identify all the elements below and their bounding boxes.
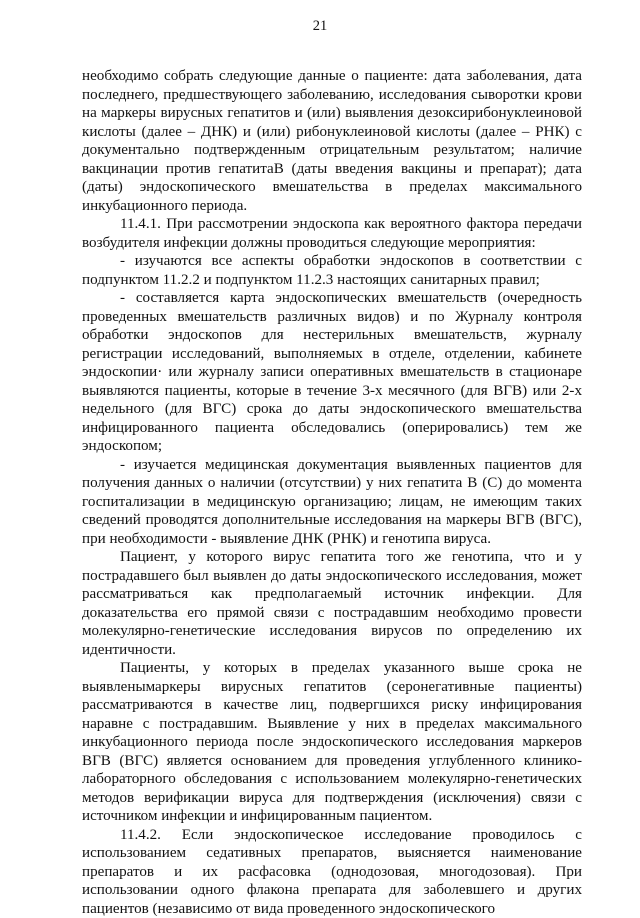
paragraph-source-patient: Пациент, у которого вирус гепатита того же генотипа, что и у пострадавшего был выявлен до даты эндоскопического исследования, может рассматриваться как предполагаемый источник инфекции. Для доказательства его прямой связи с пострадавшим необходимо провести молекулярно-генетические исследования вирусов по определению их идентичности. (82, 548, 582, 659)
paragraph-11-4-1: 11.4.1. При рассмотрении эндоскопа как вероятного фактора передачи возбудителя инфекции должны проводиться следующие мероприятия: (82, 215, 582, 252)
paragraph-seronegative-patients: Пациенты, у которых в пределах указанного выше срока не выявленымаркеры вирусных гепатитов (серонегативные пациенты) рассматриваются в качестве лиц, подвергшихся риску инфицирования наравне с пострадавшим. Выявление у них в пределах максимального инкубационного периода после эндоскопического исследования маркеров ВГВ (ВГС) является основанием для проведения углубленного клинико-лабораторного обследования с использованием молекулярно-генетических методов верификации вируса для подтверждения (исключения) связи с источником инфекции и инфицированным пациентом. (82, 659, 582, 826)
body-text (82, 67, 582, 918)
paragraph-patient-data: необходимо собрать следующие данные о пациенте: дата заболевания, дата последнего, предшествующего заболеванию, исследования сыворотки крови на маркеры вирусных гепатитов и (или) выявления дезоксирибонуклеиновой кислоты (далее – ДНК) и (или) рибонуклеиновой кислоты (далее – РНК) с документально подтвержденным отрицательным результатом; наличие вакцинации против гепатитаВ (даты введения вакцины и препарат); дата (даты) эндоскопического вмешательства в пределах максимального инкубационного периода. (82, 67, 582, 215)
page-number: 21 (0, 18, 640, 35)
paragraph-11-4-2: 11.4.2. Если эндоскопическое исследование проводилось с использованием седативных препаратов, выясняется наименование препаратов и их расфасовка (однодозовая, многодозовая). При использовании одного флакона препарата для заболевшего и других пациентов (независимо от вида проведенного эндоскопического (82, 826, 582, 918)
list-item-intervention-map: - составляется карта эндоскопических вмешательств (очередность проведенных вмешательств различных видов) и по Журналу контроля обработки эндоскопов для нестерильных вмешательств, журналу регистрации исследований, выполняемых в отделе, отделении, кабинете эндоскопии· или журналу записи оперативных вмешательств в стационаре выявляются пациенты, которые в течение 3-х месячного (для ВГВ) или 2-х недельного (для ВГС) срока до даты эндоскопического вмешательства инфицированного пациента обследовались (оперировались) тем же эндоскопом; (82, 289, 582, 456)
list-item-processing-aspects: - изучаются все аспекты обработки эндоскопов в соответствии с подпунктом 11.2.2 и подпунктом 11.2.3 настоящих санитарных правил; (82, 252, 582, 289)
list-item-medical-records: - изучается медицинская документация выявленных пациентов для получения данных о наличии (отсутствии) у них гепатита В (С) до момента госпитализации в медицинскую организацию; лицам, не имеющим таких сведений проводятся дополнительные исследования на маркеры ВГВ (ВГС), при необходимости - выявление ДНК (РНК) и генотипа вируса. (82, 456, 582, 549)
